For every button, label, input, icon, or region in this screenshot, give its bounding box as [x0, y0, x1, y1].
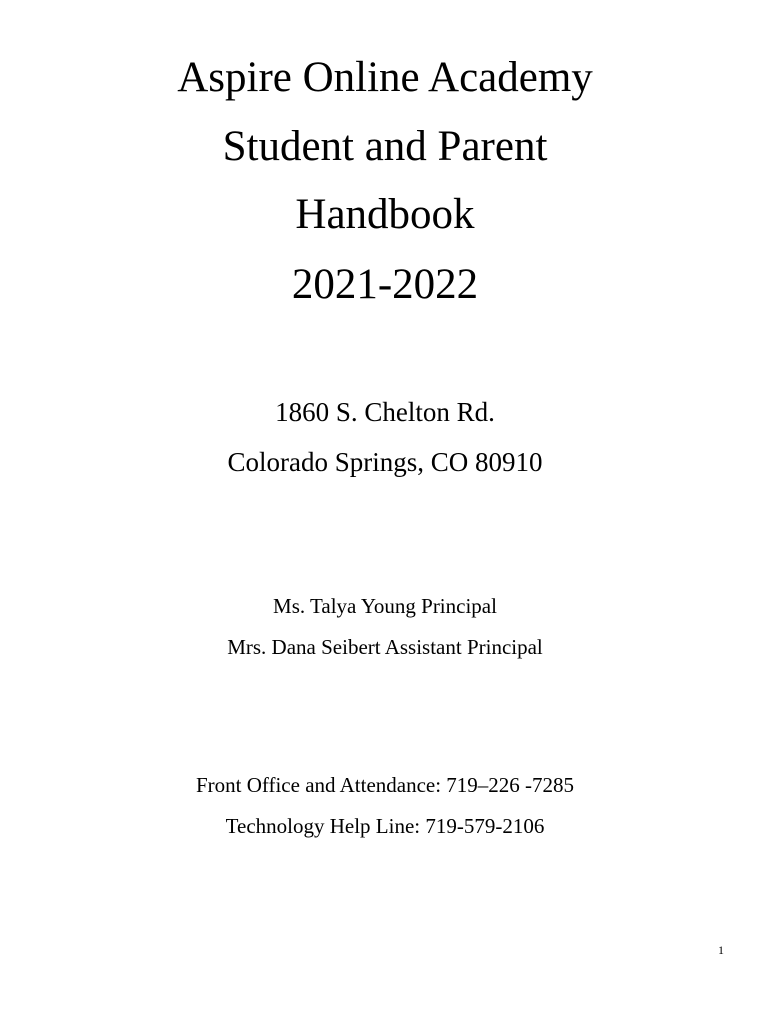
principal-name: Ms. Talya Young Principal [273, 594, 497, 618]
address-street: 1860 S. Chelton Rd. [275, 397, 495, 427]
title-line-1: Aspire Online Academy [177, 54, 593, 101]
title-line-3: Handbook [295, 191, 475, 238]
assistant-principal-name: Mrs. Dana Seibert Assistant Principal [227, 635, 543, 659]
address-city: Colorado Springs, CO 80910 [227, 447, 543, 477]
front-office-phone: Front Office and Attendance: 719–226 -7285 [195, 773, 575, 797]
title-line-2: Student and Parent [222, 123, 548, 170]
title-line-4: 2021-2022 [291, 261, 479, 308]
tech-help-phone: Technology Help Line: 719-579-2106 [225, 814, 545, 838]
page-number: 1 [718, 943, 724, 957]
